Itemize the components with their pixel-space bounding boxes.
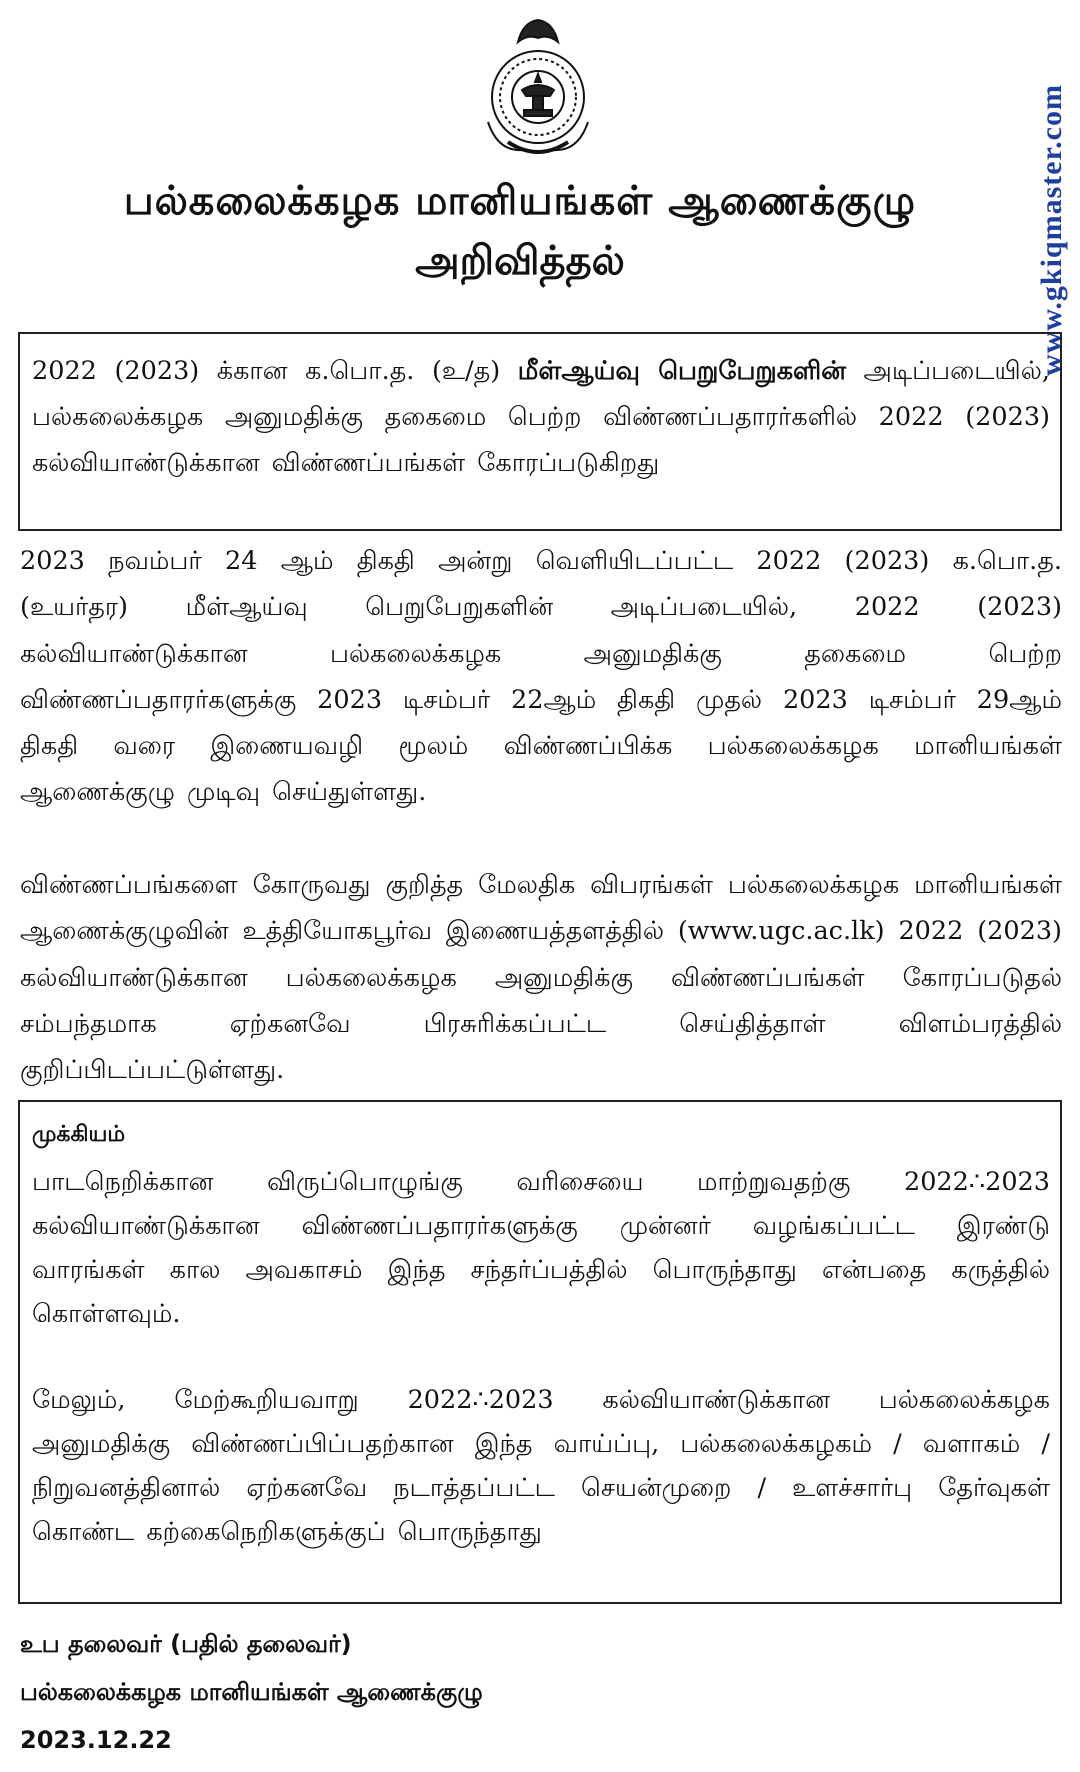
signature-block [20,1620,483,1764]
page-title: பல்கலைக்கழக மானியங்கள் ஆணைக்குழு [123,178,917,224]
important-heading: முக்கியம் [32,1122,126,1147]
paragraph-text: விண்ணப்பங்களை கோருவது குறித்த மேலதிக விபரங்கள் பல்கலைக்கழக மானியங்கள் ஆணைக்குழுவின் உத்தியோகபூர்வ இணையத்தளத்தில் (www.ugc.ac.lk) 2022 (2023) கல்வியாண்டுக்கான பல்கலைக்கழக அனுமதிக்கு விண்ணப்பங்கள் கோரப்படுதல் சம்பந்தமாக ஏற்கனவே பிரசுரிக்கப்பட்ட செய்தித்தாள் விளம்பரத்தில் குறிப்பிடப்பட்டுள்ளது. [20,870,1062,1086]
important-box [18,1100,1062,1604]
page-subtitle: அறிவித்தல் [415,238,625,284]
paragraph-application-dates [20,538,1062,816]
paragraph-further-details [20,862,1062,1093]
watermark-text: www.gkiqmaster.com [1035,84,1068,376]
signature-organization: பல்கலைக்கழக மானியங்கள் ஆணைக்குழு [20,1678,483,1706]
paragraph-text: 2023 நவம்பர் 24 ஆம் திகதி அன்று வெளியிடப்பட்ட 2022 (2023) க.பொ.த.(உயர்தர) மீள்ஆய்வு பெறுபேறுகளின் அடிப்படையில், 2022 (2023) கல்வியாண்டுக்கான பல்கலைக்கழக அனுமதிக்கு தகைமை பெற்ற விண்ணப்பதாரர்களுக்கு 2023 டிசம்பர் 22ஆம் திகதி முதல் 2023 டிசம்பர் 29ஆம் திகதி வரை இணையவழி மூலம் விண்ணப்பிக்க பல்கலைக்கழக மானியங்கள் ஆணைக்குழு முடிவு செய்துள்ளது. [20,546,1062,808]
signature-date: 2023.12.22 [20,1726,172,1754]
intro-text [32,348,1050,486]
signature-designation: உப தலைவர் (பதில் தலைவர்) [20,1630,352,1658]
intro-box [18,332,1062,531]
important-paragraph-2: மேலும், மேற்கூறியவாறு 2022∴2023 கல்வியாண்டுக்கான பல்கலைக்கழக அனுமதிக்கு விண்ணப்பிப்பதற்கான இந்த வாய்ப்பு, பல்கலைக்கழகம் / வளாகம் / நிறுவனத்தினால் ஏற்கனவே நடாத்தப்பட்ட செயன்முறை / உளச்சார்பு தேர்வுகள் கொண்ட கற்கைநெறிகளுக்குப் பொருந்தாது [32,1385,1050,1547]
intro-text-start: 2022 (2023) க்கான க.பொ.த. (உ/த) [32,356,518,386]
intro-text-end: அடிப்படையில், பல்கலைக்கழக அனுமதிக்கு தகைமை பெற்ற விண்ணப்பதாரர்களில் 2022 (2023) கல்வியாண்டுக்கான விண்ணப்பங்கள் கோரப்படுகிறது [32,356,1050,478]
ugc-emblem-logo [478,12,598,162]
important-paragraph-1: பாடநெறிக்கான விருப்பொழுங்கு வரிசையை மாற்றுவதற்கு 2022∴2023 கல்வியாண்டுக்கான விண்ணப்பதாரர்களுக்கு முன்னர் வழங்கப்பட்ட இரண்டு வாரங்கள் கால அவகாசம் இந்த சந்தர்ப்பத்தில் பொருந்தாது என்பதை கருத்தில் கொள்ளவும். [32,1167,1050,1329]
intro-text-bold: மீள்ஆய்வு பெறுபேறுகளின் [517,356,846,386]
